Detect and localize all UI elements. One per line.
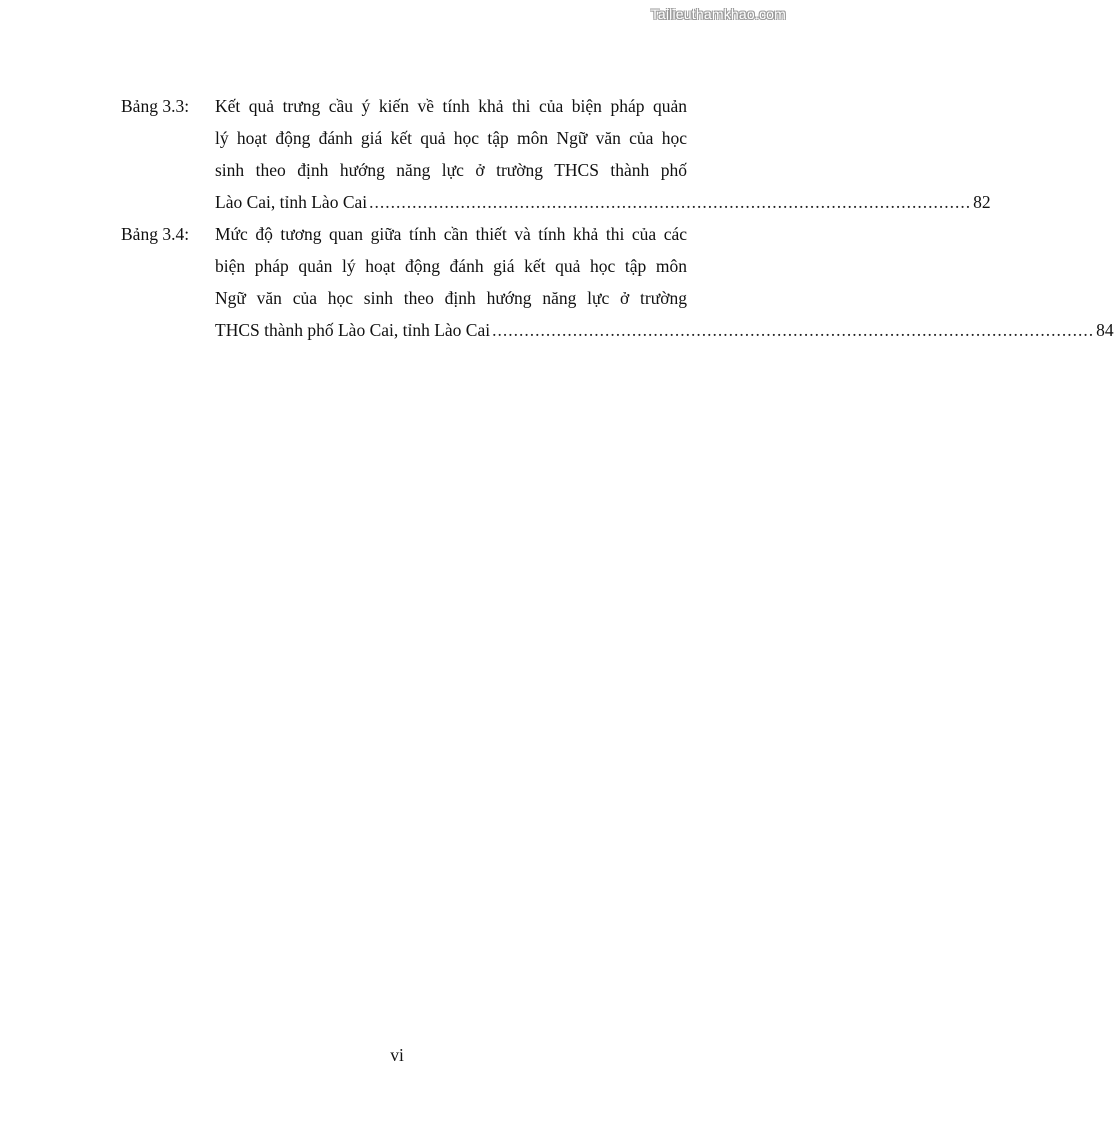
entry-line: Mức độ tương quan giữa tính cần thiết và tính khả thi của các — [215, 224, 687, 244]
toc-entry-3-4[interactable] — [121, 218, 1114, 346]
entry-line: lý hoạt động đánh giá kết quả học tập môn Ngữ văn của học — [215, 128, 687, 148]
entry-label: Bảng 3.4: — [121, 224, 190, 244]
page-number: vi — [390, 1045, 404, 1065]
entry-line: Lào Cai, tỉnh Lào Cai — [215, 192, 368, 212]
entry-last-line — [215, 314, 1114, 346]
entry-body — [215, 90, 991, 218]
page-ref: 84 — [1096, 320, 1114, 340]
entry-line: biện pháp quản lý hoạt động đánh giá kết quả học tập môn — [215, 256, 687, 276]
entry-line: sinh theo định hướng năng lực ở trường THCS thành phố — [215, 160, 687, 180]
table-list — [121, 90, 1114, 346]
toc-entry-3-3[interactable] — [121, 90, 991, 218]
entry-label: Bảng 3.3: — [121, 96, 190, 116]
entry-line: Ngữ văn của học sinh theo định hướng năng lực ở trường — [215, 288, 687, 308]
entry-body — [215, 218, 1114, 346]
watermark: Tailieuthamkhao.com — [650, 6, 786, 22]
entry-line: THCS thành phố Lào Cai, tỉnh Lào Cai — [215, 320, 491, 340]
page-ref: 82 — [973, 192, 991, 212]
entry-last-line — [215, 186, 991, 218]
dot-leader: ................................................................................................................ — [492, 320, 1095, 340]
dot-leader: ................................................................................................................ — [369, 192, 972, 212]
entry-line: Kết quả trưng cầu ý kiến về tính khả thi của biện pháp quản — [215, 96, 687, 116]
